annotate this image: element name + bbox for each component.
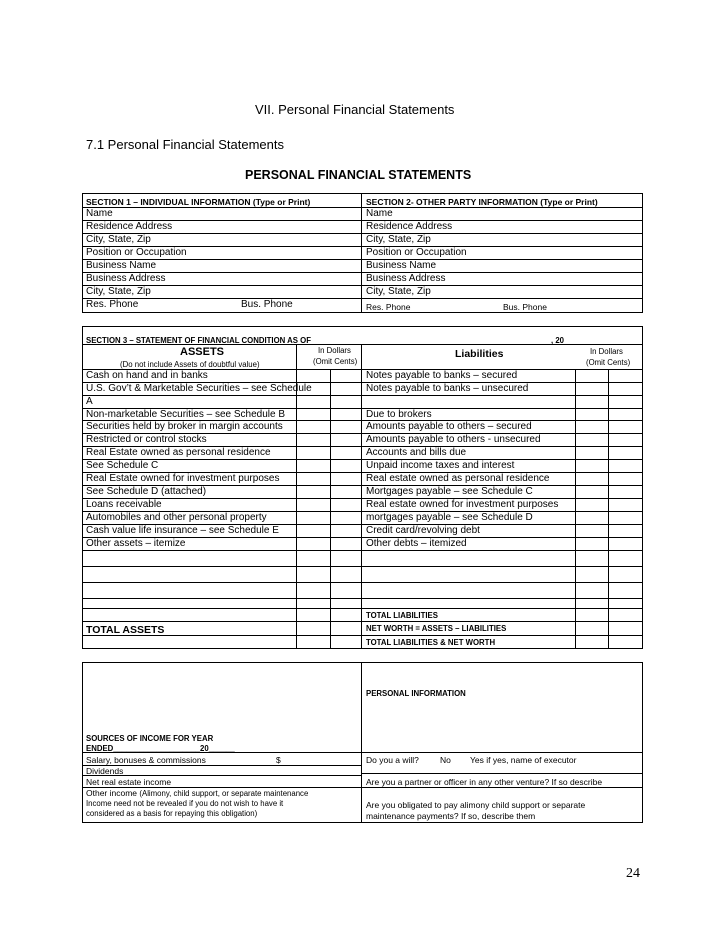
asset-investment-re: Real Estate owned for investment purposes — [86, 473, 280, 484]
liabilities-in-dollars: In Dollars — [590, 347, 623, 356]
s1-name-field[interactable]: Name — [86, 208, 113, 219]
income-salary-dollar: $ — [276, 755, 281, 765]
assets-note: (Do not include Assets of doubtful value) — [120, 360, 260, 369]
liab-mortgage-c: Mortgages payable – see Schedule C — [366, 486, 533, 497]
alimony-question-2: maintenance payments? If so, describe them — [366, 811, 536, 821]
s2-business-name-field[interactable]: Business Name — [366, 260, 437, 271]
liab-residence: Real estate owned as personal residence — [366, 473, 550, 484]
s1-business-name-field[interactable]: Business Name — [86, 260, 157, 271]
asset-life-insurance: Cash value life insurance – see Schedule E — [86, 525, 279, 536]
asset-automobiles: Automobiles and other personal property — [86, 512, 267, 523]
s1-bus-phone-field[interactable]: Bus. Phone — [241, 299, 293, 310]
liab-accounts: Accounts and bills due — [366, 447, 467, 458]
s2-business-city-field[interactable]: City, State, Zip — [366, 286, 431, 297]
total-assets: TOTAL ASSETS — [86, 624, 165, 636]
will-yes-option[interactable]: Yes if yes, name of executor — [470, 755, 577, 765]
s1-business-city-field[interactable]: City, State, Zip — [86, 286, 151, 297]
asset-securities-cont: A — [86, 396, 93, 407]
partner-question: Are you a partner or officer in any other venture? If so describe — [366, 777, 603, 787]
liab-others-secured: Amounts payable to others – secured — [366, 421, 532, 432]
personal-info-header: PERSONAL INFORMATION — [366, 689, 466, 698]
income-real-estate: Net real estate income — [86, 777, 172, 787]
asset-non-marketable: Non-marketable Securities – see Schedule B — [86, 409, 285, 420]
s1-city-state-zip-field[interactable]: City, State, Zip — [86, 234, 151, 245]
section2-header: SECTION 2- OTHER PARTY INFORMATION (Type or Print) — [366, 197, 598, 207]
asset-other: Other assets – itemize — [86, 538, 186, 549]
s1-residence-address-field[interactable]: Residence Address — [86, 221, 173, 232]
liab-brokers: Due to brokers — [366, 409, 432, 420]
income-dividends: Dividends — [86, 766, 124, 776]
net-worth: NET WORTH = ASSETS – LIABILITIES — [366, 624, 507, 633]
asset-residence: Real Estate owned as personal residence — [86, 447, 271, 458]
asset-securities: U.S. Gov’t & Marketable Securities – see Schedule — [86, 383, 312, 394]
liab-mortgage-d: mortgages payable – see Schedule D — [366, 512, 533, 523]
asset-residence-sched: See Schedule C — [86, 460, 159, 471]
income-other-note-2: Income need not be revealed if you do not wish to have it — [86, 799, 284, 808]
liab-notes-secured: Notes payable to banks – secured — [366, 370, 518, 381]
s2-city-state-zip-field[interactable]: City, State, Zip — [366, 234, 431, 245]
s2-bus-phone-field[interactable]: Bus. Phone — [503, 302, 547, 312]
liab-notes-unsecured: Notes payable to banks – unsecured — [366, 383, 529, 394]
asset-restricted: Restricted or control stocks — [86, 434, 207, 445]
liab-other: Other debts – itemized — [366, 538, 467, 549]
section-title: 7.1 Personal Financial Statements — [86, 137, 284, 152]
income-other-note-3: considered as a basis for repaying this obligation) — [86, 809, 258, 818]
assets-in-dollars: In Dollars — [318, 346, 351, 355]
s1-occupation-field[interactable]: Position or Occupation — [86, 247, 187, 258]
s2-residence-address-field[interactable]: Residence Address — [366, 221, 453, 232]
chapter-title: VII. Personal Financial Statements — [255, 102, 455, 117]
s1-business-address-field[interactable]: Business Address — [86, 273, 166, 284]
s2-business-address-field[interactable]: Business Address — [366, 273, 446, 284]
year-ended-field[interactable]: ENDED____________________20______ — [86, 744, 235, 753]
income-other-note: (Alimony, child support, or separate maintenance — [139, 789, 309, 798]
will-question: Do you a will? — [366, 755, 419, 765]
section1-header: SECTION 1 – INDIVIDUAL INFORMATION (Type or Print) — [86, 197, 311, 207]
sources-income-title: SOURCES OF INCOME FOR YEAR — [86, 734, 214, 743]
will-no-option[interactable]: No — [440, 755, 451, 765]
s1-res-phone-field[interactable]: Res. Phone — [86, 299, 139, 310]
asset-loans: Loans receivable — [86, 499, 162, 510]
total-liabilities: TOTAL LIABILITIES — [366, 611, 438, 620]
assets-omit-cents: (Omit Cents) — [313, 357, 358, 366]
liab-taxes: Unpaid income taxes and interest — [366, 460, 515, 471]
liab-others-unsecured: Amounts payable to others - unsecured — [366, 434, 541, 445]
asset-investment-sched: See Schedule D (attached) — [86, 486, 207, 497]
s2-occupation-field[interactable]: Position or Occupation — [366, 247, 467, 258]
form-title: PERSONAL FINANCIAL STATEMENTS — [245, 168, 472, 182]
liab-investment-re: Real estate owned for investment purposes — [366, 499, 559, 510]
liabilities-title: Liabilities — [455, 348, 504, 360]
liab-credit-card: Credit card/revolving debt — [366, 525, 480, 536]
section3-year: , 20 — [551, 336, 565, 345]
s2-name-field[interactable]: Name — [366, 208, 393, 219]
asset-margin: Securities held by broker in margin accounts — [86, 421, 283, 432]
liabilities-omit-cents: (Omit Cents) — [586, 358, 631, 367]
section3-header: SECTION 3 – STATEMENT OF FINANCIAL CONDITION AS OF — [86, 336, 311, 345]
total-liabilities-net-worth: TOTAL LIABILITIES & NET WORTH — [366, 638, 496, 647]
alimony-question-1: Are you obligated to pay alimony child support or separate — [366, 800, 586, 810]
income-other-label: Other income — [86, 788, 138, 798]
income-salary: Salary, bonuses & commissions — [86, 755, 206, 765]
page-number: 24 — [626, 866, 640, 881]
s2-res-phone-field[interactable]: Res. Phone — [366, 302, 411, 312]
assets-title: ASSETS — [180, 346, 225, 358]
asset-cash: Cash on hand and in banks — [86, 370, 208, 381]
